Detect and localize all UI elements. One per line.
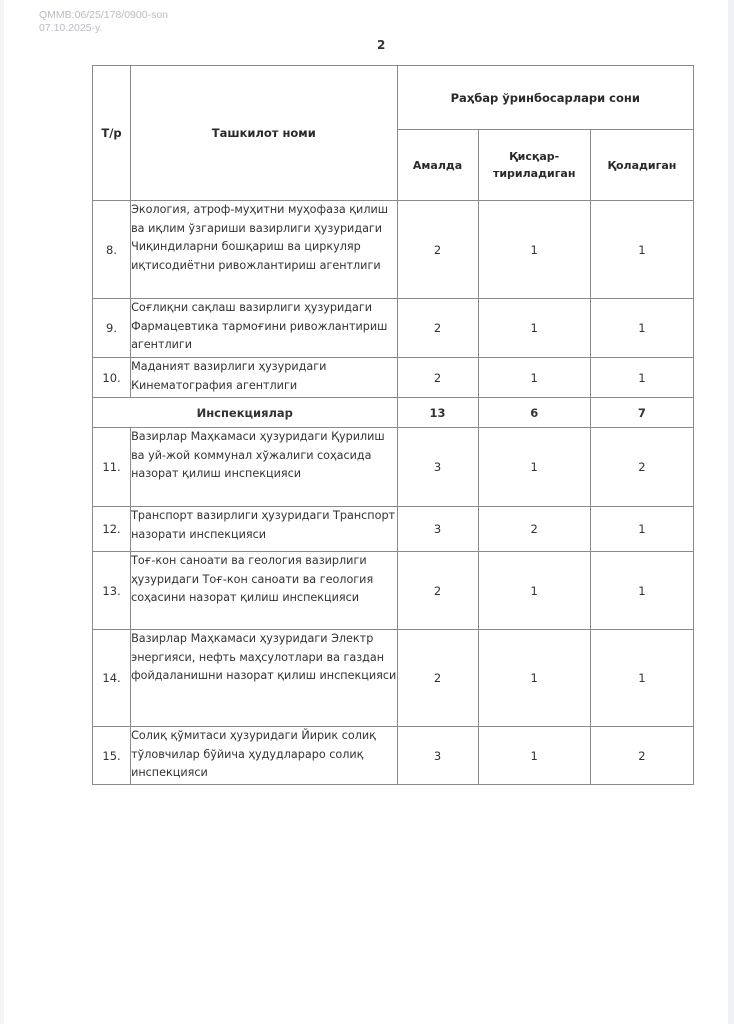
table-row xyxy=(93,358,694,398)
row-reduced: 1 xyxy=(478,358,590,398)
table-row xyxy=(93,428,694,507)
row-number: 15. xyxy=(93,727,131,785)
page-number: 2 xyxy=(377,38,386,52)
row-organization: Маданият вазирлиги ҳузуридаги Кинематография агентлиги xyxy=(131,358,397,398)
row-remaining: 1 xyxy=(590,299,693,358)
deputies-table xyxy=(92,65,694,785)
row-number: 12. xyxy=(93,507,131,552)
header-remaining: Қоладиган xyxy=(590,130,693,201)
row-actual: 3 xyxy=(397,727,478,785)
stamp-date: 07.10.2025-y. xyxy=(39,22,103,34)
page-edge-shade xyxy=(0,0,4,1024)
row-remaining: 1 xyxy=(590,507,693,552)
table-row xyxy=(93,201,694,299)
row-remaining: 1 xyxy=(590,552,693,630)
row-reduced: 1 xyxy=(478,299,590,358)
row-actual: 2 xyxy=(397,201,478,299)
row-actual: 3 xyxy=(397,428,478,507)
section-reduced-total: 6 xyxy=(478,398,590,428)
row-organization: Транспорт вазирлиги ҳузуридаги Транспорт назорати инспекцияси xyxy=(131,507,397,552)
row-remaining: 1 xyxy=(590,358,693,398)
registration-stamp xyxy=(39,9,168,35)
row-number: 14. xyxy=(93,630,131,727)
row-reduced: 1 xyxy=(478,727,590,785)
row-organization: Вазирлар Маҳкамаси ҳузуридаги Электр энергияси, нефть маҳсулотлари ва газдан фойдаланишни назорат қилиш инспекцияси xyxy=(131,630,397,727)
row-remaining: 2 xyxy=(590,727,693,785)
viewer-margin xyxy=(728,0,734,1024)
row-organization: Тоғ-кон саноати ва геология вазирлиги ҳузуридаги Тоғ-кон саноати ва геология соҳасини назорат қилиш инспекцияси xyxy=(131,552,397,630)
section-remaining-total: 7 xyxy=(590,398,693,428)
row-number: 10. xyxy=(93,358,131,398)
header-organization: Ташкилот номи xyxy=(131,66,397,201)
table-row xyxy=(93,727,694,785)
stamp-code: QMMB:06/25/178/0900-son xyxy=(39,9,168,21)
row-remaining: 2 xyxy=(590,428,693,507)
table-row xyxy=(93,507,694,552)
row-organization: Вазирлар Маҳкамаси ҳузуридаги Қурилиш ва уй-жой коммунал хўжалиги соҳасида назорат қилиш инспекцияси xyxy=(131,428,397,507)
table-row xyxy=(93,552,694,630)
section-label: Инспекциялар xyxy=(93,398,398,428)
row-organization: Солиқ қўмитаси ҳузуридаги Йирик солиқ тўловчилар бўйича ҳудудлараро солиқ инспекцияси xyxy=(131,727,397,785)
section-actual-total: 13 xyxy=(397,398,478,428)
table-row xyxy=(93,299,694,358)
row-actual: 2 xyxy=(397,630,478,727)
row-number: 9. xyxy=(93,299,131,358)
header-number: Т/р xyxy=(93,66,131,201)
row-actual: 2 xyxy=(397,552,478,630)
row-reduced: 1 xyxy=(478,428,590,507)
row-remaining: 1 xyxy=(590,630,693,727)
row-reduced: 2 xyxy=(478,507,590,552)
row-number: 8. xyxy=(93,201,131,299)
header-actual: Амалда xyxy=(397,130,478,201)
row-reduced: 1 xyxy=(478,552,590,630)
header-reduced-line1: Қисқар- xyxy=(509,150,560,163)
header-deputies-count: Раҳбар ўринбосарлари сони xyxy=(397,66,694,130)
row-reduced: 1 xyxy=(478,630,590,727)
header-reduced-line2: тириладиган xyxy=(492,167,576,180)
row-organization: Экология, атроф-муҳитни муҳофаза қилиш ва иқлим ўзгариши вазирлиги ҳузуридаги Чиқиндиларни бошқариш ва циркуляр иқтисодиётни ривожлантириш агентлиги xyxy=(131,201,397,299)
header-reduced xyxy=(478,130,590,201)
row-remaining: 1 xyxy=(590,201,693,299)
section-row-inspections xyxy=(93,398,694,428)
row-number: 11. xyxy=(93,428,131,507)
row-actual: 2 xyxy=(397,358,478,398)
row-reduced: 1 xyxy=(478,201,590,299)
row-actual: 2 xyxy=(397,299,478,358)
table-row xyxy=(93,630,694,727)
row-organization: Соғлиқни сақлаш вазирлиги ҳузуридаги Фармацевтика тармоғини ривожлантириш агентлиги xyxy=(131,299,397,358)
row-actual: 3 xyxy=(397,507,478,552)
row-number: 13. xyxy=(93,552,131,630)
